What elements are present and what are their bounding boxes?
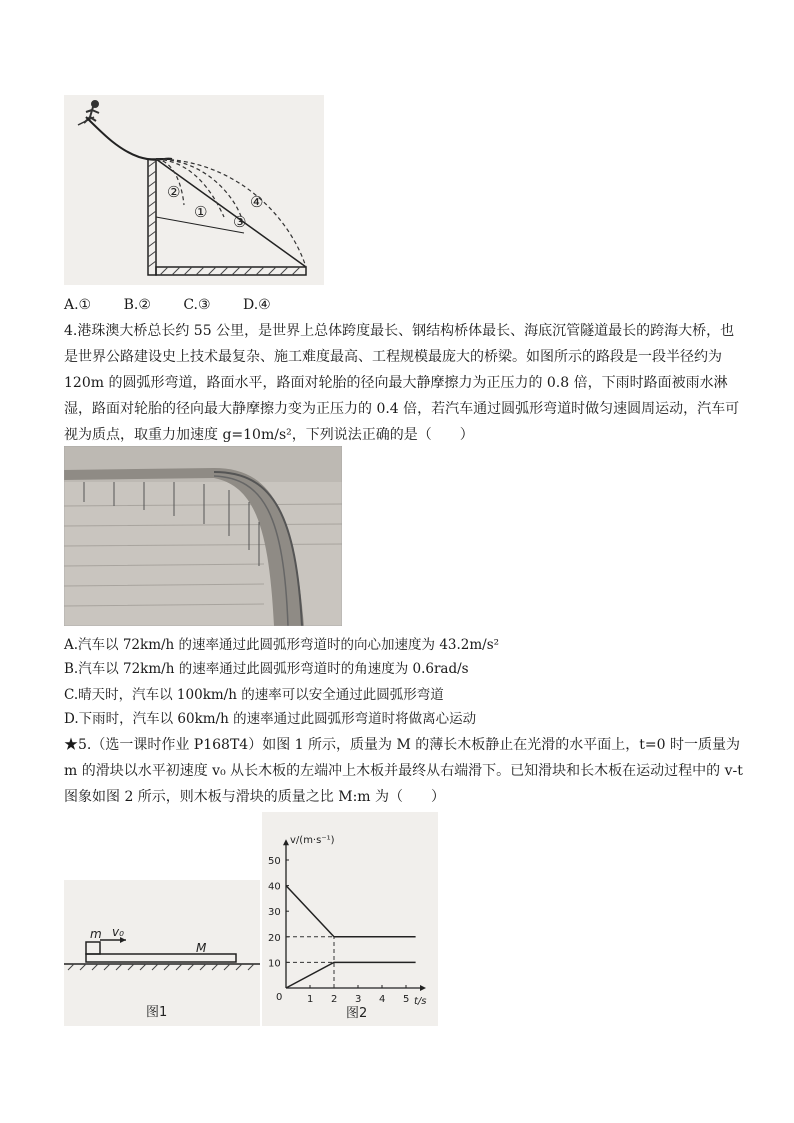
y-tick-label: 50 (268, 856, 281, 867)
series-line-slider (286, 886, 416, 937)
y-axis-label: v/(m·s⁻¹) (290, 835, 335, 847)
q5-figure-2 (262, 812, 438, 1026)
y-tick-label: 30 (268, 907, 281, 919)
y-axis-arrow (283, 839, 289, 845)
q3-option-a[interactable]: A.① (64, 297, 92, 313)
q3-option-c[interactable]: C.③ (183, 297, 211, 313)
origin-label: 0 (276, 992, 283, 1003)
x-tick-label: 3 (355, 994, 362, 1005)
x-tick-label: 2 (331, 994, 338, 1005)
q5-stem: ★5.（选一课时作业 P168T4）如图 1 所示，质量为 M 的薄长木板静止在光滑的水平面上，t=0 时一质量为 m 的滑块以水平初速度 v₀ 从长木板的左端冲上木板并最终从右端滑下。已知滑块和长木板在运动过程中的 v-t 图象如图 2 所示，则木板与滑块的质量之比 M:m 为（ ） (64, 737, 743, 805)
fig1-v-label: v₀ (112, 925, 124, 939)
q4-stem: 4.港珠澳大桥总长约 55 公里，是世界上总体跨度最长、钢结构桥体最长、海底沉管隧道最长的跨海大桥，也是世界公路建设史上技术最复杂、施工难度最高、工程规模最庞大的桥梁。如图所示的路段是一段半径约为 120m 的圆弧形弯道，路面水平，路面对轮胎的径向最大静摩擦力为正压力的 0.8 倍，下雨时路面被雨水淋湿，路面对轮胎的径向最大静摩擦力变为正压力的 0.4 倍，若汽车通过圆弧形弯道时做匀速圆周运动，汽车可视为质点，取重力加速度 g=10m/s²，下列说法正确的是（ ） (64, 323, 740, 443)
q3-option-b[interactable]: B.② (123, 297, 151, 313)
skier-icon (78, 101, 99, 125)
label-3: ③ (233, 213, 247, 231)
q4-bridge-photo (64, 446, 342, 626)
q4-option-b[interactable]: B.汽车以 72km/h 的速率通过此圆弧形弯道时的角速度为 0.6rad/s (64, 661, 469, 677)
x-axis-label: t/s (414, 996, 427, 1007)
fig1-caption: 图1 (146, 1005, 168, 1020)
q3-slope-figure (64, 95, 324, 285)
fig2-caption: 图2 (346, 1006, 368, 1021)
q4-option-d[interactable]: D.下雨时，汽车以 60km/h 的速率通过此圆弧形弯道时将做离心运动 (64, 711, 477, 727)
ramp-curve (86, 117, 172, 160)
q4-option-c[interactable]: C.晴天时，汽车以 100km/h 的速率可以安全通过此圆弧形弯道 (64, 687, 444, 703)
x-axis-arrow (420, 985, 426, 991)
q3-options (64, 297, 299, 313)
incline-line (156, 159, 306, 267)
y-tick-label: 10 (268, 958, 281, 970)
x-tick-label: 1 (307, 994, 314, 1005)
fig1-M-label: M (196, 941, 207, 955)
label-4: ④ (250, 193, 264, 211)
series-line-board (286, 962, 416, 988)
q3-option-d[interactable]: D.④ (243, 297, 271, 313)
q5-figure-1 (64, 880, 260, 1026)
y-tick-label: 40 (268, 881, 281, 893)
label-1: ① (194, 203, 208, 221)
y-tick-label: 20 (268, 932, 281, 944)
x-tick-label: 4 (379, 994, 386, 1005)
fig1-m-label: m (90, 927, 102, 941)
x-tick-label: 5 (403, 994, 410, 1005)
q4-option-a[interactable]: A.汽车以 72km/h 的速率通过此圆弧形弯道时的向心加速度为 43.2m/s² (64, 637, 500, 653)
label-2: ② (167, 183, 181, 201)
